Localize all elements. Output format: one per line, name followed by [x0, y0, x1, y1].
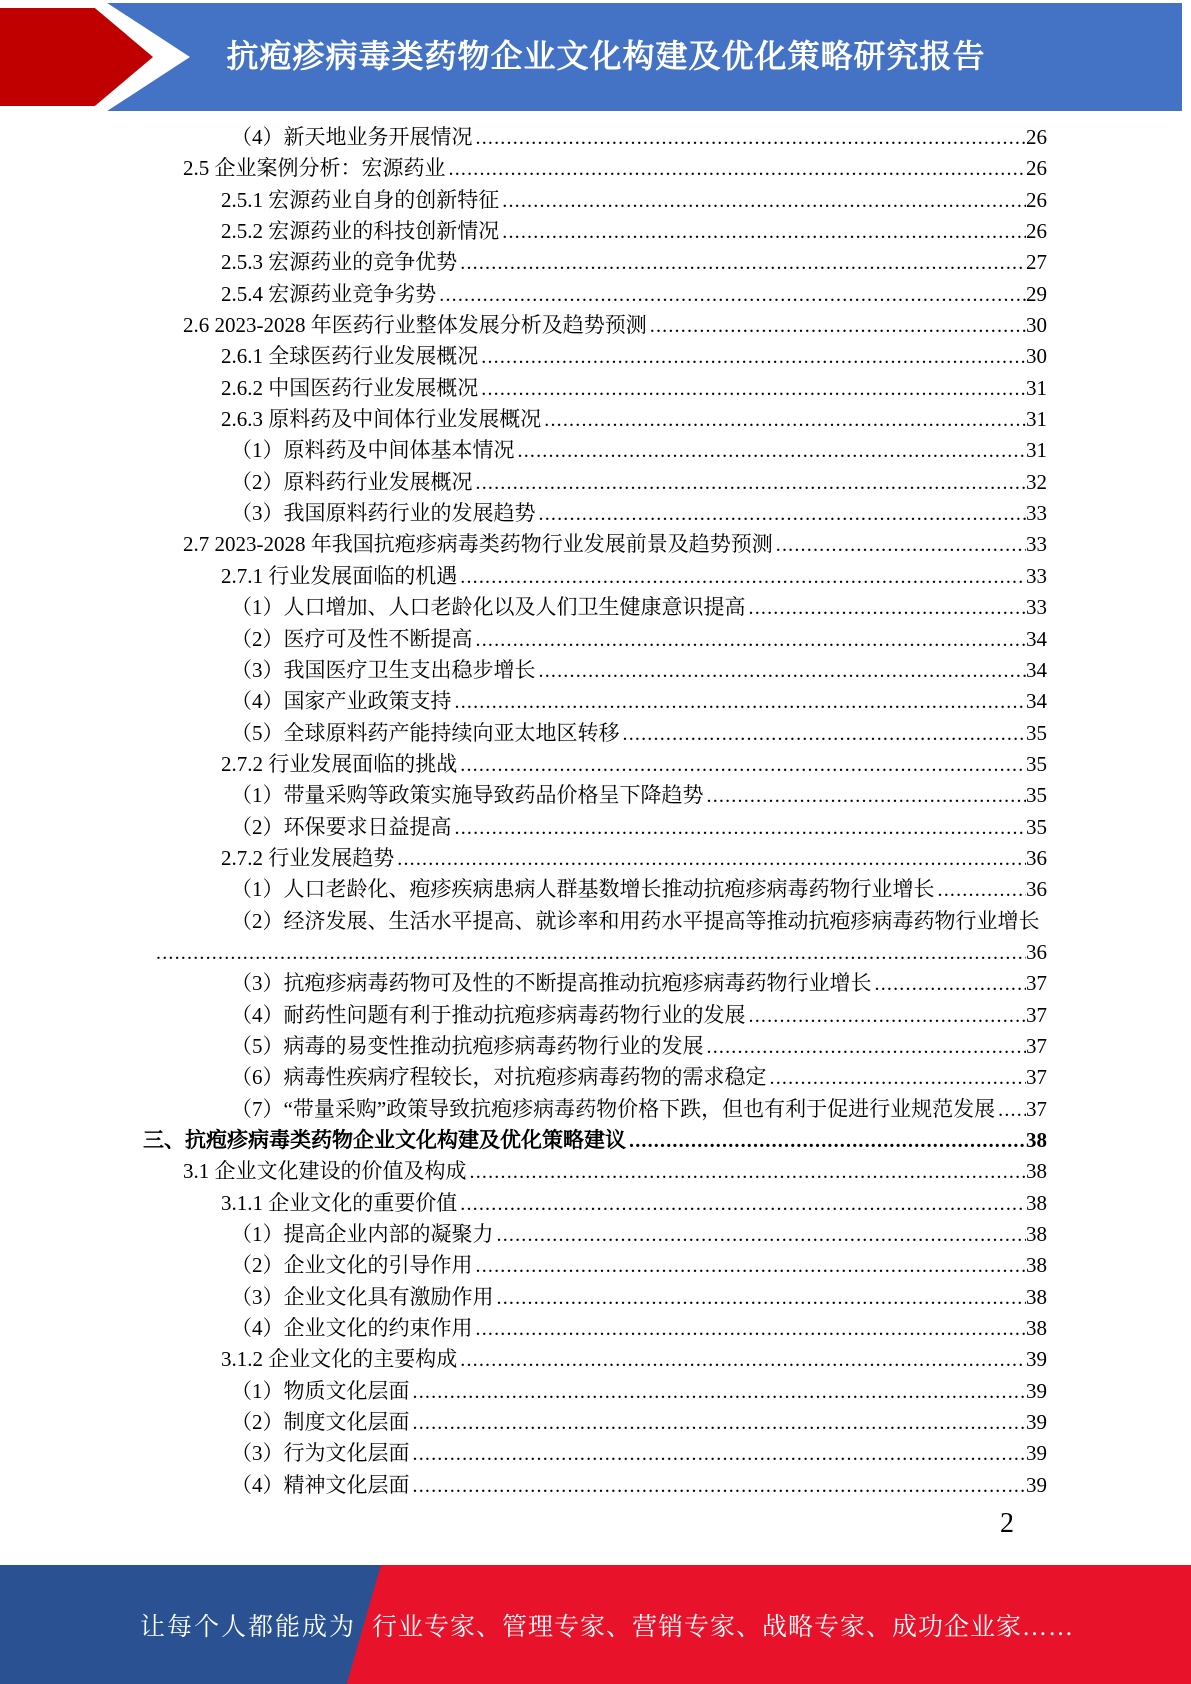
toc-entry-label: （4）国家产业政策支持	[231, 689, 452, 714]
toc-entry-label: 3.1 企业文化建设的价值及构成	[183, 1159, 467, 1184]
toc-entry-label: （4）精神文化层面	[231, 1472, 410, 1497]
dot-leader	[473, 1251, 1027, 1282]
toc-entry[interactable]	[143, 1094, 1047, 1125]
dot-leader	[536, 656, 1027, 687]
toc-page-number: 39	[1026, 1472, 1047, 1497]
dot-leader	[704, 1032, 1027, 1063]
toc-entry-label: 2.6 2023-2028 年医药行业整体发展分析及趋势预测	[183, 313, 647, 338]
toc-entry[interactable]	[143, 655, 1047, 686]
toc-page-number: 33	[1026, 501, 1047, 526]
toc-page-number: 38	[1026, 1316, 1047, 1341]
footer-slogan-left: 让每个人都能成为	[140, 1613, 357, 1641]
toc-entry-label: （4）耐药性问题有利于推动抗疱疹病毒药物行业的发展	[231, 1002, 746, 1027]
toc-entry-label: 三、抗疱疹病毒类药物企业文化构建及优化策略建议	[143, 1128, 626, 1152]
toc-entry[interactable]	[143, 812, 1047, 843]
toc-page-number: 39	[1026, 1347, 1047, 1372]
footer-slogan-right: 行业专家、管理专家、营销专家、战略专家、成功企业家……	[372, 1613, 1075, 1641]
toc-entry[interactable]	[143, 1438, 1047, 1469]
toc-entry[interactable]	[143, 937, 1047, 968]
dot-leader	[410, 1439, 1027, 1470]
toc-entry[interactable]	[143, 341, 1047, 372]
toc-entry[interactable]	[143, 529, 1047, 560]
toc-page-number: 37	[1026, 1096, 1047, 1121]
toc-entry[interactable]	[143, 1031, 1047, 1062]
dot-leader	[499, 217, 1026, 248]
dot-leader	[473, 123, 1027, 154]
footer-banner	[0, 1565, 1191, 1684]
toc-entry[interactable]	[143, 624, 1047, 655]
toc-entry-label: （2）原料药行业发展概况	[231, 469, 473, 494]
dot-leader	[626, 1126, 1026, 1157]
dot-leader	[478, 374, 1026, 405]
dot-leader	[457, 248, 1026, 279]
toc-page-number: 29	[1026, 281, 1047, 306]
toc-entry-label: （6）病毒性疾病疗程较长，对抗疱疹病毒药物的需求稳定	[231, 1065, 767, 1090]
toc-entry-label: （2）制度文化层面	[231, 1410, 410, 1435]
toc-entry-label: （5）病毒的易变性推动抗疱疹病毒药物行业的发展	[231, 1033, 704, 1058]
dot-leader	[541, 405, 1026, 436]
dot-leader	[473, 1314, 1027, 1345]
toc-entry-label: 2.5.4 宏源药业竞争劣势	[221, 281, 437, 306]
toc-page-number: 39	[1026, 1410, 1047, 1435]
dot-leader	[410, 1408, 1027, 1439]
toc-page-number: 30	[1026, 344, 1047, 369]
toc-entry[interactable]	[143, 185, 1047, 216]
toc-entry[interactable]	[143, 906, 1047, 937]
toc-page-number: 33	[1026, 595, 1047, 620]
toc-entry-label: 2.5.3 宏源药业的竞争优势	[221, 250, 458, 275]
dot-leader	[494, 1220, 1027, 1251]
toc-entry[interactable]	[143, 1156, 1047, 1187]
dot-leader	[478, 342, 1026, 373]
toc-page-number: 37	[1026, 1033, 1047, 1058]
toc-entry[interactable]	[143, 404, 1047, 435]
dot-leader	[446, 154, 1027, 185]
dot-leader	[436, 280, 1026, 311]
toc-entry[interactable]	[143, 122, 1047, 153]
dot-leader	[457, 562, 1026, 593]
toc-entry[interactable]	[143, 718, 1047, 749]
toc-entry-label: （3）我国医疗卫生支出稳步增长	[231, 657, 536, 682]
toc-entry[interactable]	[143, 561, 1047, 592]
toc-entry-label: （4）企业文化的约束作用	[231, 1316, 473, 1341]
toc-entry-label: （3）企业文化具有激励作用	[231, 1284, 494, 1309]
dot-leader	[704, 781, 1027, 812]
toc-page-number: 33	[1026, 532, 1047, 557]
toc-entry[interactable]	[143, 373, 1047, 404]
toc-entry-label: 2.5.1 宏源药业自身的创新特征	[221, 187, 500, 212]
dot-leader	[153, 938, 1026, 969]
toc-page-number: 27	[1026, 250, 1047, 275]
toc-entry-label: 2.6.1 全球医药行业发展概况	[221, 344, 479, 369]
toc-entry[interactable]	[143, 216, 1047, 247]
toc-entry-label: （7）“带量采购”政策导致抗疱疹病毒药物价格下跌，但也有利于促进行业规范发展	[231, 1096, 996, 1121]
toc-page-number: 26	[1026, 125, 1047, 149]
toc-entry-label: 3.1.1 企业文化的重要价值	[221, 1190, 458, 1215]
toc-page-number: 31	[1026, 407, 1047, 432]
toc-entry[interactable]	[143, 686, 1047, 717]
dot-leader	[773, 530, 1026, 561]
toc-entry-label: （1）物质文化层面	[231, 1378, 410, 1403]
toc-entry[interactable]	[143, 1188, 1047, 1219]
toc-entry[interactable]	[143, 874, 1047, 905]
dot-leader	[452, 687, 1027, 718]
toc-entry-label: （4）新天地业务开展情况	[231, 125, 473, 149]
toc-entry-label: 2.7 2023-2028 年我国抗疱疹病毒类药物行业发展前景及趋势预测	[183, 532, 773, 557]
toc-entry-label: 2.7.2 行业发展面临的挑战	[221, 751, 458, 776]
toc-page-number: 37	[1026, 971, 1047, 996]
toc-entry[interactable]	[143, 279, 1047, 310]
toc-entry-label: 2.6.2 中国医药行业发展概况	[221, 375, 479, 400]
toc-entry[interactable]	[143, 153, 1047, 184]
dot-leader	[620, 719, 1027, 750]
toc-entry[interactable]	[143, 435, 1047, 466]
toc-entry[interactable]	[143, 1250, 1047, 1281]
toc-entry[interactable]	[143, 843, 1047, 874]
toc-entry-label: （2）环保要求日益提高	[231, 814, 452, 839]
toc-entry[interactable]	[143, 780, 1047, 811]
dot-leader	[515, 436, 1027, 467]
dot-leader	[536, 499, 1027, 530]
dot-leader	[467, 1157, 1027, 1188]
toc-page-number: 35	[1026, 751, 1047, 776]
toc-entry[interactable]	[143, 467, 1047, 498]
toc-entry[interactable]	[143, 498, 1047, 529]
toc-entry[interactable]	[143, 592, 1047, 623]
toc-page-number: 36	[1026, 939, 1047, 964]
toc-page-number: 35	[1026, 814, 1047, 839]
toc-entry-label: （1）人口增加、人口老龄化以及人们卫生健康意识提高	[231, 595, 746, 620]
dot-leader	[473, 468, 1027, 499]
dot-leader	[746, 593, 1027, 624]
dot-leader	[410, 1377, 1027, 1408]
toc-page-number: 38	[1026, 1253, 1047, 1278]
dot-leader	[410, 1471, 1027, 1502]
toc-page-number: 38	[1026, 1284, 1047, 1309]
toc-page-number: 35	[1026, 783, 1047, 808]
dot-leader	[499, 186, 1026, 217]
report-title: 抗疱疹病毒类药物企业文化构建及优化策略研究报告	[226, 38, 986, 74]
toc-entry[interactable]	[143, 1376, 1047, 1407]
toc-page-number: 26	[1026, 187, 1047, 212]
dot-leader	[494, 1283, 1027, 1314]
toc-page-number: 35	[1026, 720, 1047, 745]
toc-entry-label: （2）医疗可及性不断提高	[231, 626, 473, 651]
toc-entry[interactable]	[143, 1062, 1047, 1093]
toc-entry[interactable]	[143, 1313, 1047, 1344]
toc-entry[interactable]	[143, 247, 1047, 278]
toc-entry[interactable]	[143, 968, 1047, 999]
toc-page-number: 37	[1026, 1065, 1047, 1090]
toc-entry[interactable]	[143, 310, 1047, 341]
dot-leader	[995, 1095, 1026, 1126]
dot-leader	[394, 844, 1026, 875]
toc-entry-label: （1）原料药及中间体基本情况	[231, 438, 515, 463]
toc-entry[interactable]	[143, 1000, 1047, 1031]
toc-entry-label: 3.1.2 企业文化的主要构成	[221, 1347, 458, 1372]
toc-page-number: 31	[1026, 375, 1047, 400]
toc-page-number: 37	[1026, 1002, 1047, 1027]
toc-page-number: 34	[1026, 657, 1047, 682]
dot-leader	[457, 750, 1026, 781]
dot-leader	[746, 1001, 1027, 1032]
toc-page-number: 33	[1026, 563, 1047, 588]
dot-leader	[767, 1063, 1027, 1094]
toc-page-number: 38	[1026, 1128, 1047, 1152]
page-number: 2	[1000, 1508, 1014, 1539]
toc-page-number: 26	[1026, 156, 1047, 181]
toc-page-number: 26	[1026, 219, 1047, 244]
toc-page-number: 30	[1026, 313, 1047, 338]
toc-entry[interactable]	[143, 1125, 1047, 1156]
toc-entry[interactable]	[143, 1282, 1047, 1313]
toc-page-number: 34	[1026, 626, 1047, 651]
dot-leader	[647, 311, 1026, 342]
toc-page-number: 38	[1026, 1222, 1047, 1247]
toc-entry-label: （1）提高企业内部的凝聚力	[231, 1222, 494, 1247]
toc-page-number: 31	[1026, 438, 1047, 463]
toc-entry-label: （2）经济发展、生活水平提高、就诊率和用药水平提高等推动抗疱疹病毒药物行业增长	[231, 908, 1040, 933]
toc-page-number: 34	[1026, 689, 1047, 714]
toc-page-number: 39	[1026, 1378, 1047, 1403]
toc-entry[interactable]	[143, 1407, 1047, 1438]
dot-leader	[872, 969, 1027, 1000]
toc-entry[interactable]	[143, 749, 1047, 780]
toc-entry-label: 2.5.2 宏源药业的科技创新情况	[221, 219, 500, 244]
dot-leader	[452, 813, 1027, 844]
toc-entry-label: 2.7.1 行业发展面临的机遇	[221, 563, 458, 588]
toc-entry-label: （3）行为文化层面	[231, 1441, 410, 1466]
toc-entry-label: （5）全球原料药产能持续向亚太地区转移	[231, 720, 620, 745]
dot-leader	[935, 875, 1027, 906]
toc-entry-label: 2.6.3 原料药及中间体行业发展概况	[221, 407, 542, 432]
toc-page-number: 36	[1026, 845, 1047, 870]
toc-list	[143, 122, 1047, 1501]
toc-entry[interactable]	[143, 1344, 1047, 1375]
toc-entry-label: 2.5 企业案例分析：宏源药业	[183, 156, 446, 181]
dot-leader	[457, 1345, 1026, 1376]
toc-entry-label: （1）人口老龄化、疱疹疾病患病人群基数增长推动抗疱疹病毒药物行业增长	[231, 877, 935, 902]
toc-page-number: 32	[1026, 469, 1047, 494]
toc-entry-label: （3）我国原料药行业的发展趋势	[231, 501, 536, 526]
toc-entry[interactable]	[143, 1470, 1047, 1501]
toc-page-number: 38	[1026, 1159, 1047, 1184]
toc-entry-label: （2）企业文化的引导作用	[231, 1253, 473, 1278]
toc-entry-label: （3）抗疱疹病毒药物可及性的不断提高推动抗疱疹病毒药物行业增长	[231, 971, 872, 996]
toc-page-number: 39	[1026, 1441, 1047, 1466]
dot-leader	[473, 625, 1027, 656]
dot-leader	[457, 1189, 1026, 1220]
toc-entry[interactable]	[143, 1219, 1047, 1250]
toc-entry-label: 2.7.2 行业发展趋势	[221, 845, 395, 870]
toc-entry-label: （1）带量采购等政策实施导致药品价格呈下降趋势	[231, 783, 704, 808]
toc-page-number: 36	[1026, 877, 1047, 902]
toc-page-number: 38	[1026, 1190, 1047, 1215]
